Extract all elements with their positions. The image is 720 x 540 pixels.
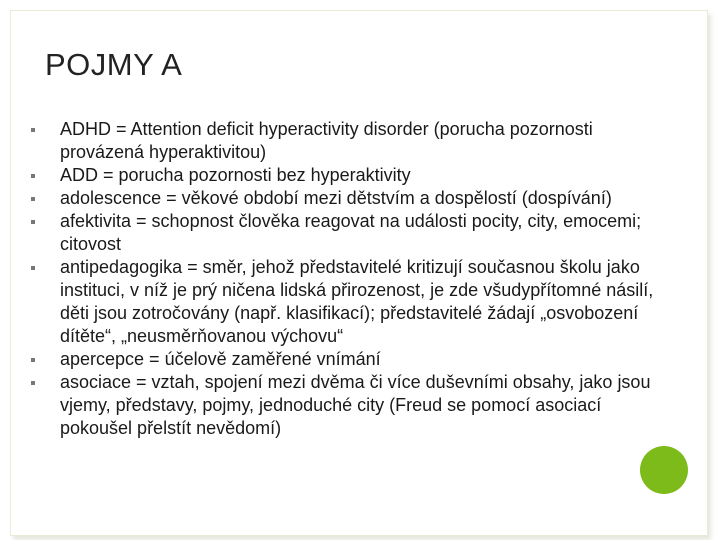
bullet-icon [31, 266, 35, 270]
list-item-text: antipedagogika = směr, jehož představitelé kritizují současnou školu jako instituci, v níž je prý ničena lidská přirozenost, je zde všudypřítomné násilí, děti jsou zotročovány (např. klasifikací); představitelé žádají „osvobození dítěte“, „neusměrňovanou výchovu“ [60, 257, 654, 346]
list-item [26, 164, 666, 187]
list-item [26, 256, 666, 348]
decorative-green-circle [640, 446, 688, 494]
slide-title: POJMY A [45, 47, 183, 82]
bullet-icon [31, 174, 35, 178]
list-item-text: asociace = vztah, spojení mezi dvěma či více duševními obsahy, jako jsou vjemy, představy, pojmy, jednoduché city (Freud se pomocí asociací pokoušel přelstít nevědomí) [60, 372, 651, 438]
list-item [26, 371, 666, 440]
list-item [26, 118, 666, 164]
list-item-text: afektivita = schopnost člověka reagovat na události pocity, city, emocemi; citovost [60, 211, 642, 254]
list-item [26, 210, 666, 256]
bullet-icon [31, 128, 35, 132]
list-item-text: apercepce = účelově zaměřené vnímání [60, 349, 381, 369]
list-item [26, 187, 666, 210]
bullet-icon [31, 358, 35, 362]
bullet-icon [31, 220, 35, 224]
list-item [26, 348, 666, 371]
list-item-text: adolescence = věkové období mezi dětstvím a dospělostí (dospívání) [60, 188, 612, 208]
bullet-icon [31, 197, 35, 201]
term-list [26, 118, 666, 440]
list-item-text: ADD = porucha pozornosti bez hyperaktivity [60, 165, 411, 185]
bullet-icon [31, 381, 35, 385]
list-item-text: ADHD = Attention deficit hyperactivity disorder (porucha pozornosti provázená hyperaktivitou) [60, 119, 593, 162]
